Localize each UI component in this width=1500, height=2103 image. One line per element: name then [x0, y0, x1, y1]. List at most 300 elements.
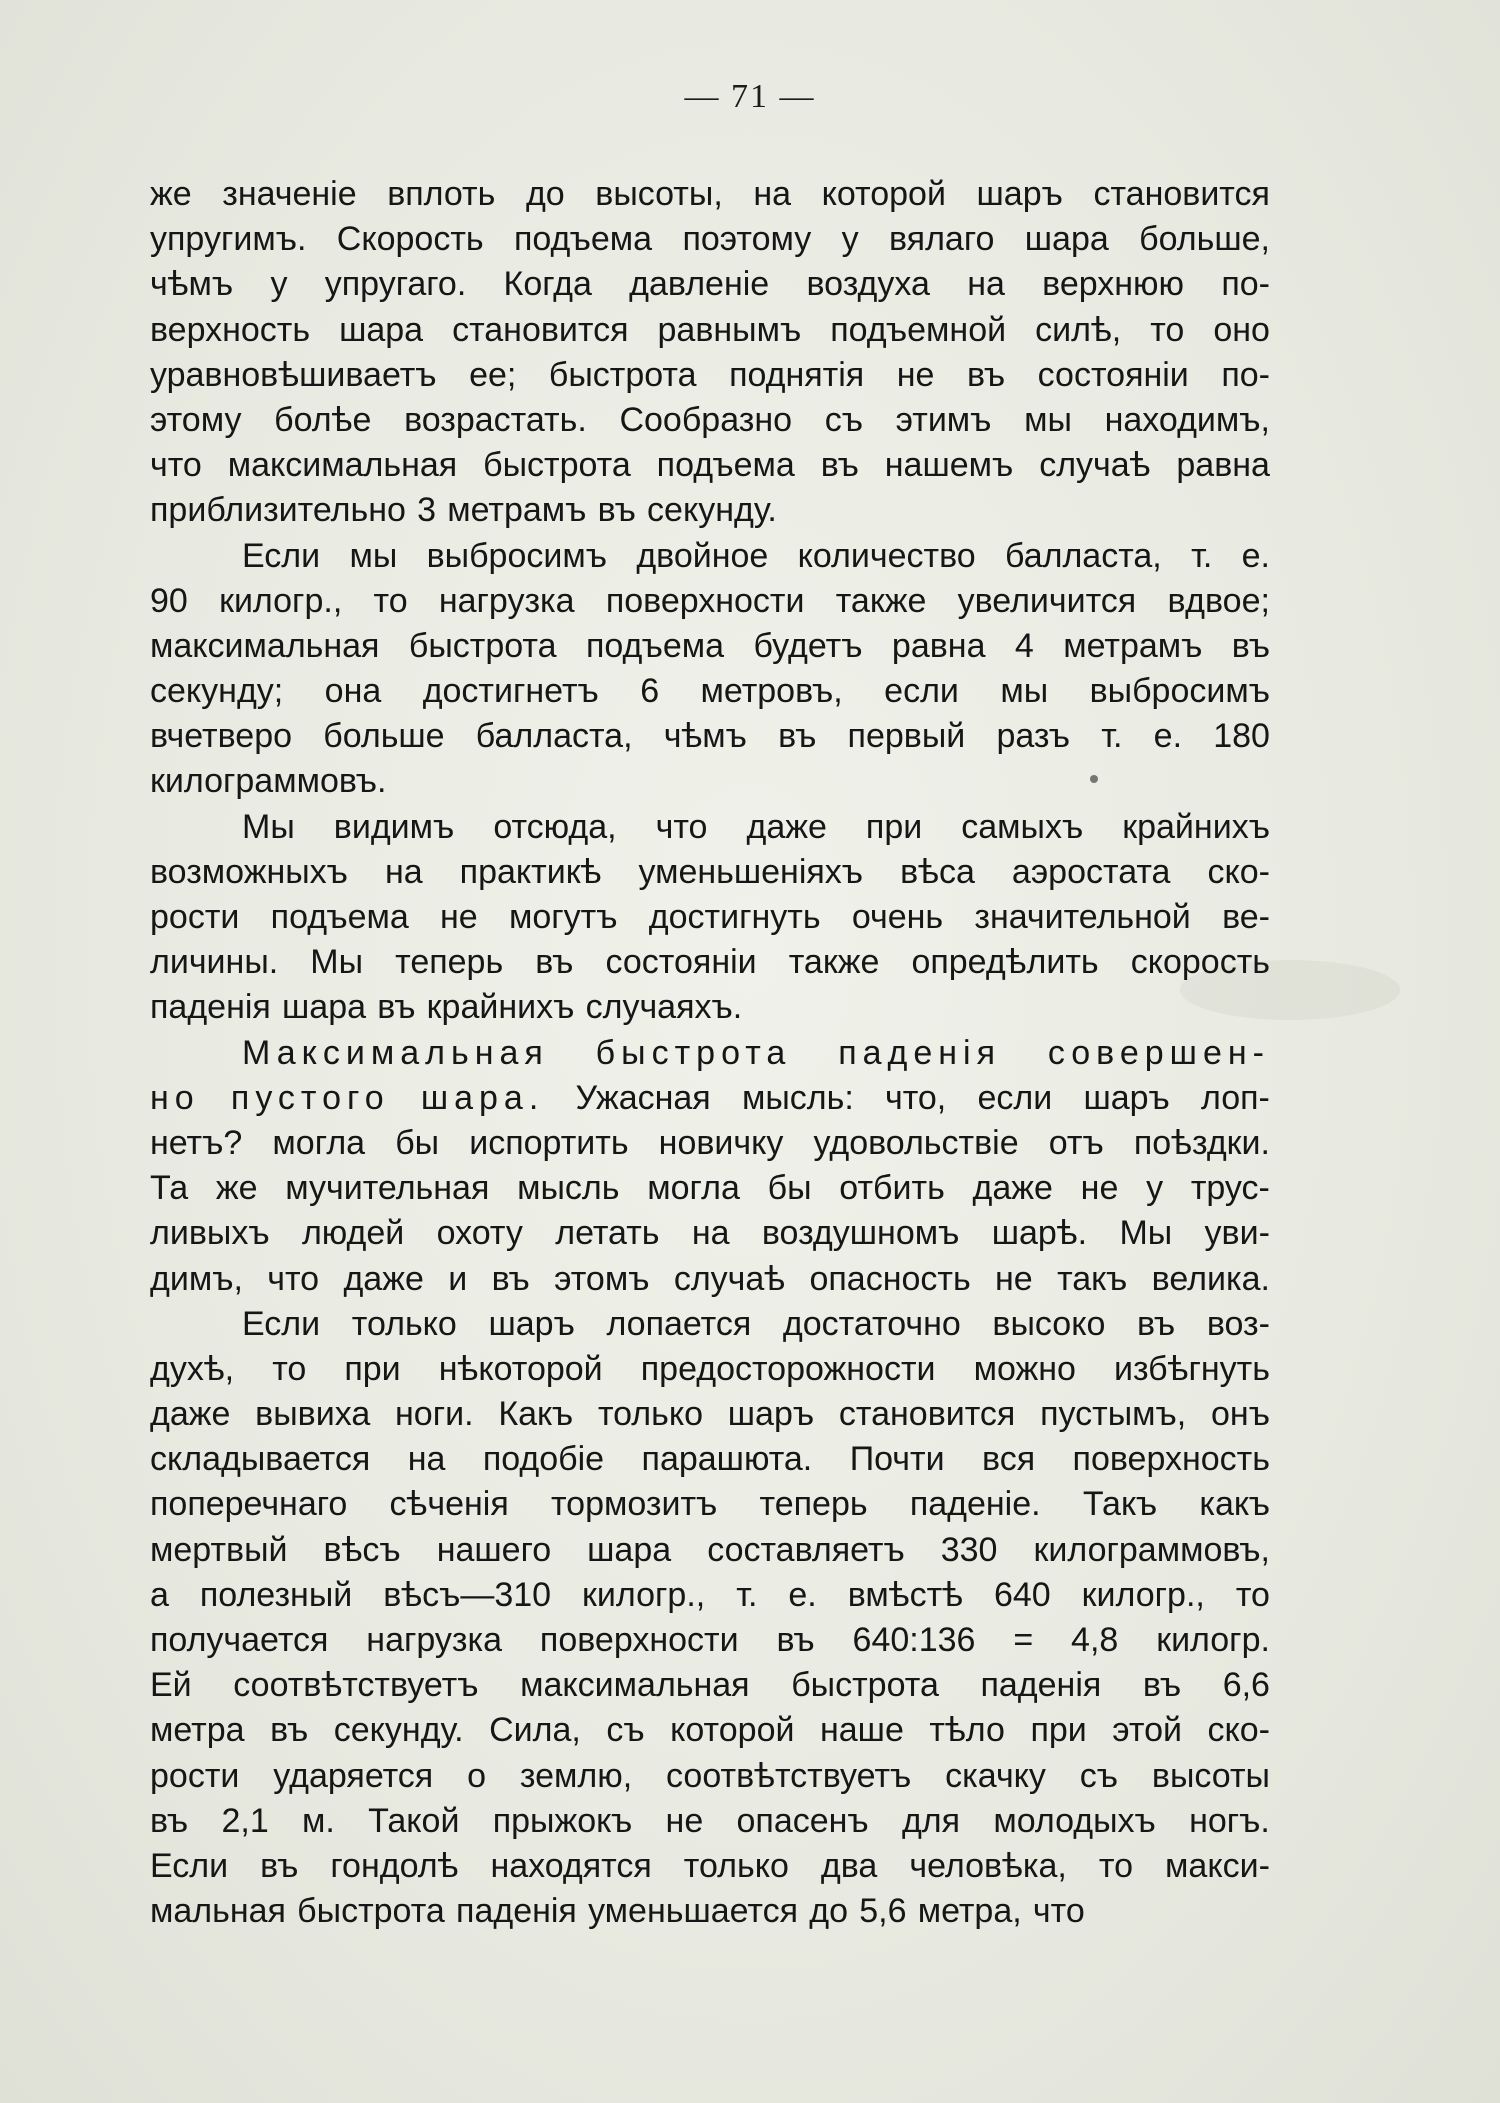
word: 180: [1213, 717, 1270, 756]
text-line: [150, 759, 1270, 804]
word: секунду.: [333, 1711, 464, 1750]
word: приблизительно: [150, 491, 406, 530]
word: избѣгнуть: [1113, 1349, 1270, 1388]
word: молодыхъ: [993, 1801, 1156, 1840]
word: испортить: [469, 1123, 629, 1162]
word: теперь: [759, 1485, 868, 1524]
word: метра,: [917, 1892, 1022, 1931]
word: возможныхъ: [150, 852, 348, 891]
word: же: [150, 175, 192, 213]
word: въ: [778, 717, 817, 756]
word: даже: [150, 1395, 231, 1434]
word: и: [448, 1259, 468, 1298]
word: становится: [838, 1395, 1016, 1434]
word: больше: [323, 717, 445, 756]
word: 6: [640, 672, 660, 711]
word: аэростата: [1011, 852, 1171, 891]
word: уравновѣшиваетъ: [150, 355, 437, 394]
word: подъемной: [830, 310, 1007, 349]
word: шаръ: [727, 1395, 815, 1434]
word: быстрота: [297, 1892, 445, 1931]
word: только: [597, 1395, 704, 1434]
word: шаръ: [976, 175, 1063, 213]
word: мы: [1024, 400, 1072, 439]
word: крайнихъ: [426, 988, 575, 1027]
word: даже: [972, 1169, 1053, 1208]
word: бы: [395, 1123, 440, 1162]
word: въ: [776, 1621, 815, 1659]
text-line: [150, 1663, 1270, 1708]
word: килограммовъ.: [150, 762, 387, 801]
text-line: [150, 579, 1270, 624]
text-line: [150, 1799, 1270, 1844]
word: удовольствіе: [813, 1123, 1019, 1162]
word: метрамъ: [1063, 626, 1203, 665]
word: складывается: [150, 1440, 371, 1479]
word: упругимъ.: [150, 220, 307, 259]
word: давленіе: [629, 265, 770, 304]
word: шарѣ.: [991, 1214, 1088, 1253]
word: быстрота: [408, 626, 557, 665]
word: что: [655, 807, 708, 846]
word: мысль: [517, 1169, 620, 1208]
text-line: [150, 1708, 1270, 1753]
word: первый: [847, 717, 966, 756]
word: могла: [647, 1169, 740, 1208]
word: въ: [597, 491, 636, 530]
word: быстрота: [483, 446, 631, 485]
text-line: [150, 850, 1270, 895]
word: поэтому: [682, 220, 812, 259]
word: Сила,: [489, 1711, 581, 1750]
word: о: [467, 1756, 487, 1795]
word: людей: [301, 1214, 405, 1253]
text-line: [150, 1166, 1270, 1211]
text-line: [150, 1347, 1270, 1392]
word: мучительная: [285, 1169, 490, 1208]
word: количество: [797, 536, 976, 575]
text-line: [150, 1076, 1270, 1121]
word: очень: [851, 898, 944, 936]
text-line: [150, 1889, 1270, 1934]
word: ногъ.: [1189, 1801, 1270, 1840]
word: мальная: [150, 1892, 286, 1931]
word: самыхъ: [961, 807, 1084, 846]
word: шара: [339, 310, 424, 349]
word: ско-: [1207, 852, 1270, 891]
word: этому: [150, 400, 242, 439]
word: что: [150, 446, 202, 485]
word: Та: [150, 1169, 189, 1208]
word: подъема: [656, 446, 795, 485]
word: верхнюю: [1042, 265, 1185, 304]
word: болѣе: [274, 400, 372, 439]
word: не: [665, 1801, 704, 1840]
word: не: [995, 1259, 1033, 1298]
word: подъема: [585, 626, 725, 665]
word: Если: [150, 1846, 229, 1885]
word: какъ: [1199, 1485, 1270, 1524]
word: выбросимъ: [426, 536, 607, 575]
word: паденіе.: [909, 1485, 1041, 1524]
word: Ей: [150, 1666, 192, 1705]
word: оно: [1213, 310, 1270, 349]
page-number: — 71 —: [684, 78, 816, 115]
body-text: [150, 172, 1270, 1934]
text-line: [150, 488, 1270, 533]
word: съ: [824, 400, 863, 439]
word: м.: [302, 1801, 335, 1840]
word: отъ: [1048, 1123, 1104, 1162]
word: отсюда,: [493, 807, 617, 846]
word: нетъ?: [150, 1123, 243, 1162]
word: полезный: [199, 1575, 353, 1614]
word: подъема: [270, 898, 409, 936]
word: то: [1150, 310, 1185, 349]
word: лоп-: [1201, 1078, 1270, 1117]
word: находимъ,: [1104, 400, 1270, 439]
word: даже: [746, 807, 827, 846]
text-line: [150, 1482, 1270, 1527]
word: высоты: [1151, 1756, 1270, 1795]
word: Когда: [503, 265, 592, 304]
word: достигнуть: [648, 898, 821, 936]
word: землю,: [519, 1756, 633, 1795]
word: у: [841, 220, 859, 259]
word: до: [525, 175, 565, 213]
word: при: [1030, 1711, 1087, 1750]
word: въ: [1142, 1666, 1182, 1705]
word: подъема: [513, 220, 653, 259]
word: вплоть: [387, 175, 496, 213]
text-line: [150, 172, 1270, 217]
word: если: [977, 1078, 1053, 1117]
word: быстрота: [595, 1033, 792, 1072]
word: килогр.,: [219, 581, 343, 620]
word: составляетъ: [707, 1530, 905, 1569]
word: то: [1235, 1575, 1270, 1614]
word: уменьшается: [588, 1892, 799, 1931]
word: то: [1098, 1846, 1134, 1885]
word: ударяется: [273, 1756, 434, 1795]
word: наше: [820, 1711, 904, 1750]
word: теперь: [395, 943, 504, 982]
word: значеніе: [222, 175, 357, 213]
word: опасность: [809, 1259, 971, 1298]
word: 6,6: [1222, 1666, 1270, 1705]
word: два: [820, 1846, 878, 1885]
word: что,: [884, 1078, 947, 1117]
word: на: [384, 852, 423, 891]
word: крайнихъ: [1122, 807, 1270, 846]
word: но: [150, 1078, 200, 1117]
word: практикѣ: [459, 852, 602, 891]
word: тѣло: [929, 1711, 1005, 1750]
word: балласта,: [475, 717, 633, 756]
word: килограммовъ,: [1033, 1530, 1270, 1569]
word: Мы: [310, 943, 364, 982]
word: то: [272, 1349, 307, 1388]
word: нагрузка: [438, 581, 575, 620]
word: не: [440, 898, 478, 936]
word: метровъ,: [700, 672, 843, 711]
text-line: [150, 353, 1270, 398]
word: сѣченія: [389, 1485, 509, 1524]
word: на: [691, 1214, 730, 1253]
word: также: [835, 581, 927, 620]
word: соотвѣтствуетъ: [666, 1756, 912, 1795]
text-line: [150, 1392, 1270, 1437]
word: поверхность: [1072, 1440, 1270, 1479]
word: возрастать.: [404, 400, 587, 439]
text-line: [150, 1302, 1270, 1347]
word: метрамъ: [447, 491, 587, 530]
word: видимъ: [333, 807, 455, 846]
text-line: [150, 443, 1270, 488]
word: для: [901, 1801, 961, 1840]
word: тормозитъ: [550, 1485, 718, 1524]
word: въ: [491, 1259, 530, 1298]
word: при: [865, 807, 923, 846]
word: значительной: [974, 898, 1191, 936]
word: трус-: [1190, 1169, 1270, 1208]
word: лопается: [606, 1304, 752, 1343]
word: максимальная: [520, 1666, 750, 1705]
word: рости: [150, 898, 240, 936]
word: у: [1146, 1169, 1164, 1208]
word: становится: [452, 310, 629, 349]
text-line: [150, 1618, 1270, 1663]
word: 90: [150, 581, 188, 620]
word: не: [896, 355, 935, 394]
word: ливыхъ: [150, 1214, 270, 1253]
word: находятся: [490, 1846, 652, 1885]
word: можно: [973, 1349, 1076, 1388]
word: которой: [670, 1711, 795, 1750]
word: поперечнаго: [150, 1485, 348, 1524]
word: достаточно: [782, 1304, 961, 1343]
word: опредѣлить: [911, 943, 1099, 982]
word: личины.: [150, 943, 279, 982]
word: что: [1032, 1892, 1085, 1931]
word: выбросимъ: [1089, 672, 1270, 711]
word: охоту: [436, 1214, 523, 1253]
word: уменьшеніяхъ: [638, 852, 864, 891]
word: вѣса: [900, 852, 975, 891]
word: вчетверо: [150, 717, 293, 756]
word: Ужасная: [575, 1078, 711, 1117]
word: ее;: [469, 355, 517, 394]
word: секунду.: [647, 491, 777, 530]
word: Какъ: [498, 1395, 574, 1434]
text-line: [150, 1437, 1270, 1482]
word: достигнетъ: [422, 672, 599, 711]
word: будетъ: [753, 626, 863, 665]
word: Такой: [368, 1801, 460, 1840]
word: быстрота: [548, 355, 697, 394]
word: скорость: [1130, 943, 1270, 982]
word: что: [267, 1259, 320, 1298]
word: въ: [260, 1846, 299, 1885]
word: она: [324, 672, 382, 711]
word: состояніи: [1037, 355, 1189, 394]
word: же: [215, 1169, 258, 1208]
word: если: [884, 672, 959, 711]
word: паденія: [150, 988, 271, 1027]
word: паденія: [456, 1892, 577, 1931]
word: по-: [1221, 355, 1270, 394]
word: секунду;: [150, 672, 284, 711]
text-line: [150, 805, 1270, 850]
word: макси-: [1165, 1846, 1270, 1885]
word: вся: [982, 1440, 1036, 1479]
word: шара: [587, 1530, 672, 1569]
word: равна: [1176, 446, 1270, 485]
word: вялаго: [889, 220, 995, 259]
word: новичку: [658, 1123, 784, 1162]
word: димъ,: [150, 1259, 243, 1298]
word: до: [809, 1892, 848, 1931]
word: быстрота: [791, 1666, 939, 1705]
word: въ: [1137, 1304, 1176, 1343]
word: мы: [349, 536, 398, 575]
word: увеличится: [957, 581, 1137, 620]
word: могутъ: [508, 898, 618, 936]
word: Скорость: [336, 220, 484, 259]
text-line: [150, 985, 1270, 1030]
word: нагрузка: [366, 1621, 503, 1659]
word: высоко: [992, 1304, 1106, 1343]
word: максимальная: [150, 626, 380, 665]
word: на: [967, 265, 1005, 304]
word: на: [407, 1440, 446, 1479]
text-line: [150, 1257, 1270, 1302]
word: мертвый: [150, 1530, 288, 1569]
word: шаръ: [1083, 1078, 1170, 1117]
text-line: [150, 398, 1270, 443]
word: т.: [1101, 717, 1123, 756]
word: то: [373, 581, 408, 620]
word: 640:136: [852, 1621, 976, 1659]
text-line: [150, 1528, 1270, 1573]
word: велика.: [1151, 1259, 1270, 1298]
word: ско-: [1207, 1711, 1270, 1750]
word: е.: [1241, 536, 1270, 575]
word: состояніи: [605, 943, 757, 982]
word: воздуха: [806, 265, 930, 304]
word: равна: [891, 626, 986, 665]
word: скачку: [945, 1756, 1046, 1795]
word: опасенъ: [736, 1801, 869, 1840]
word: поѣздки.: [1133, 1123, 1270, 1162]
word: случаѣ: [673, 1259, 786, 1298]
word: вывиха: [255, 1395, 371, 1434]
word: получается: [150, 1621, 329, 1659]
word: шара: [1024, 220, 1109, 259]
word: подобіе: [482, 1440, 605, 1479]
text-line: [150, 534, 1270, 579]
word: максимальная: [227, 446, 458, 485]
text-line: [150, 1211, 1270, 1256]
word: килогр.,: [582, 1575, 706, 1614]
word: также: [788, 943, 880, 982]
word: уви-: [1204, 1214, 1270, 1253]
word: Мы: [1119, 1214, 1173, 1253]
word: въ: [377, 988, 416, 1027]
word: воздушномъ: [761, 1214, 960, 1253]
word: шара.: [420, 1078, 545, 1117]
word: летать: [555, 1214, 660, 1253]
word: только: [351, 1304, 457, 1343]
text-line: [150, 217, 1270, 262]
word: е.: [1153, 717, 1183, 756]
word: вмѣстѣ: [847, 1575, 964, 1614]
word: въ: [820, 446, 859, 485]
word: силѣ,: [1035, 310, 1122, 349]
word: бы: [767, 1169, 812, 1208]
word: которой: [821, 175, 946, 213]
word: вѣсъ: [323, 1530, 401, 1569]
word: мы: [1000, 672, 1049, 711]
word: Мы: [242, 807, 295, 846]
word: т.: [736, 1575, 758, 1614]
word: Почти: [849, 1440, 945, 1479]
word: по-: [1221, 265, 1270, 304]
text-line: [150, 624, 1270, 669]
word: отбить: [839, 1169, 945, 1208]
word: нѣкоторой: [438, 1349, 603, 1388]
word: въ: [1231, 626, 1270, 665]
word: метра: [150, 1711, 245, 1750]
word: прыжокъ: [492, 1801, 633, 1840]
text-line: [150, 308, 1270, 353]
word: на: [753, 175, 792, 213]
word: гондолѣ: [330, 1846, 459, 1885]
word: въ: [535, 943, 574, 982]
word: вѣсъ—310: [383, 1575, 552, 1614]
word: двойное: [636, 536, 769, 575]
word: только: [683, 1846, 789, 1885]
word: чѣмъ: [663, 717, 747, 756]
text-line: [150, 1844, 1270, 1889]
text-line: [150, 940, 1270, 985]
word: мысль:: [741, 1078, 854, 1117]
word: шаръ: [488, 1304, 575, 1343]
word: паденія: [838, 1033, 1002, 1072]
word: Если: [242, 1304, 321, 1343]
word: 640: [993, 1575, 1051, 1614]
word: упругаго.: [324, 265, 467, 304]
word: высоты,: [595, 175, 723, 213]
word: духѣ,: [150, 1349, 235, 1388]
word: совершен-: [1047, 1033, 1270, 1072]
word: съ: [606, 1711, 645, 1750]
word: ноги.: [395, 1395, 474, 1434]
word: 330: [940, 1530, 998, 1569]
word: соотвѣтствуетъ: [233, 1666, 479, 1705]
text-line: [150, 669, 1270, 714]
word: вдвое;: [1167, 581, 1270, 620]
word: парашюта.: [641, 1440, 813, 1479]
word: даже: [343, 1259, 424, 1298]
text-line: [150, 1754, 1270, 1799]
word: становится: [1093, 175, 1270, 213]
text-line: [150, 714, 1270, 759]
word: съ: [1079, 1756, 1119, 1795]
word: 4: [1014, 626, 1034, 665]
word: нашемъ: [884, 446, 1014, 485]
word: Такъ: [1082, 1485, 1158, 1524]
